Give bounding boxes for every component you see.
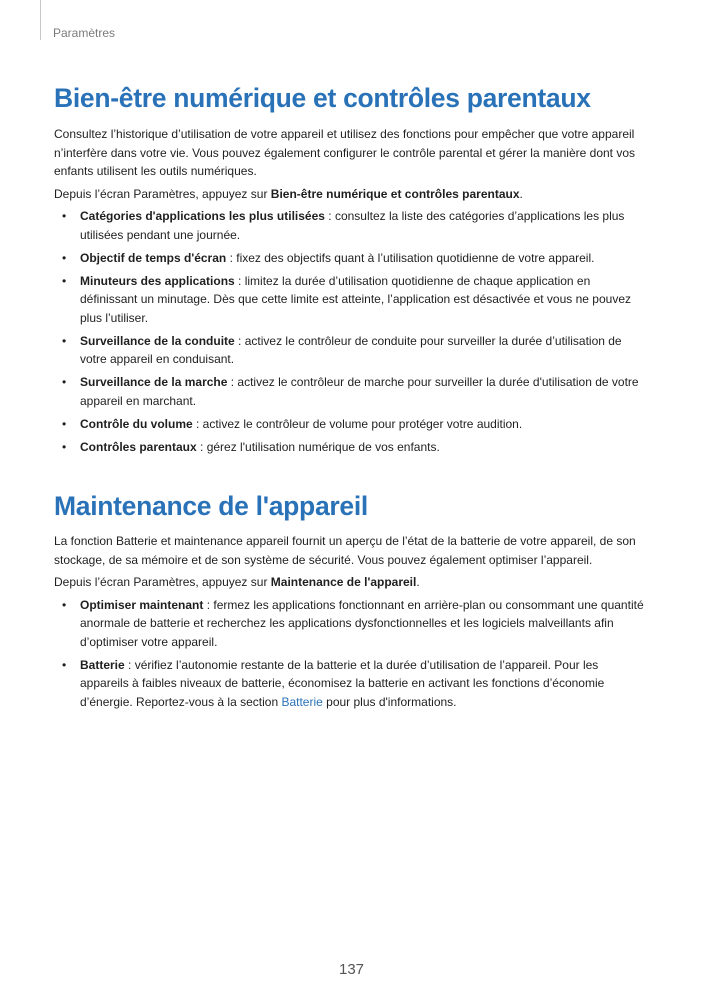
path-prefix: Depuis l’écran Paramètres, appuyez sur: [54, 186, 271, 201]
bullet: •: [62, 597, 67, 612]
feature-list: [54, 207, 644, 456]
section-device-maintenance: [54, 490, 644, 711]
item-description: : consultez la liste des catégories d’applications les plus utilisées pendant une journée.: [80, 209, 625, 242]
bullet: •: [62, 209, 67, 223]
item-description: : gérez l'utilisation numérique de vos enfants.: [196, 439, 440, 454]
item-description: : activez le contrôleur de marche pour surveiller la durée d'utilisation de votre appareil en marchant.: [80, 375, 639, 408]
item-description-suffix: pour plus d'informations.: [322, 694, 457, 709]
item-term: Contrôle du volume: [80, 416, 193, 431]
item-term: Objectif de temps d'écran: [80, 250, 227, 265]
section-intro: Consultez l’historique d’utilisation de votre appareil et utilisez des fonctions pour empêcher que votre appareil n’interfère dans votre vie. Vous pouvez également configurer le contrôle parental et gérer la manière dont vos enfants utilisent les outils numériques.: [54, 127, 636, 178]
bullet: •: [62, 439, 67, 454]
list-item: [54, 415, 644, 434]
list-item: [54, 207, 644, 244]
page-number: 137: [338, 961, 365, 978]
item-term: Surveillance de la marche: [80, 375, 228, 389]
bullet: •: [62, 416, 67, 431]
item-description: : limitez la durée d’utilisation quotidienne de chaque application en définissant un minutage. Dès que cette limite est atteinte, l’application est désactivée et vous ne pouvez plus l’utiliser.: [80, 273, 631, 325]
running-header: Paramètres: [53, 26, 116, 40]
section-title: Bien-être numérique et contrôles parentaux: [54, 83, 591, 113]
battery-section-link[interactable]: Batterie: [281, 694, 323, 709]
list-item: [54, 438, 644, 457]
item-description: : activez le contrôleur de conduite pour surveiller la durée d’utilisation de votre appareil en conduisant.: [80, 333, 622, 366]
item-term: Batterie: [80, 657, 125, 672]
list-item: [54, 332, 644, 369]
bullet: •: [62, 273, 67, 288]
item-description: : vérifiez l’autonomie restante de la batterie et la durée d’utilisation de l’appareil. Pour les appareils à faibles niveaux de batterie, économisez la batterie en activant les fonctions d’économie d’énergie. Reportez-vous à la section: [80, 657, 605, 709]
bullet: •: [62, 333, 67, 348]
list-item: [54, 596, 644, 652]
margin-rule: [40, 0, 41, 40]
page-content: [54, 82, 644, 716]
list-item: [54, 249, 644, 268]
item-term: Surveillance de la conduite: [80, 333, 235, 348]
item-description: : fermez les applications fonctionnant en arrière-plan ou consommant une quantité anormale de batterie et recherchez les applications dysfonctionnelles et les logiciels malveillants afin d’optimiser votre appareil.: [80, 597, 644, 649]
section-digital-wellbeing: [54, 82, 644, 456]
bullet: •: [62, 250, 67, 265]
item-term: Minuteurs des applications: [80, 273, 235, 288]
navigation-path: [54, 185, 644, 204]
bullet: •: [62, 657, 67, 672]
bullet: •: [62, 375, 67, 389]
path-target: Maintenance de l'appareil: [270, 575, 417, 589]
section-title: Maintenance de l'appareil: [54, 491, 368, 521]
section-intro: La fonction Batterie et maintenance appareil fournit un aperçu de l’état de la batterie de votre appareil, de son stockage, de sa mémoire et de son système de sécurité. Vous pouvez également optimiser l’appareil.: [54, 534, 636, 567]
item-term: Contrôles parentaux: [80, 439, 197, 454]
item-description: : activez le contrôleur de volume pour protéger votre audition.: [192, 416, 523, 431]
path-target: Bien-être numérique et contrôles parentaux: [270, 186, 520, 201]
list-item: [54, 373, 644, 410]
item-description: : fixez des objectifs quant à l’utilisation quotidienne de votre appareil.: [226, 250, 595, 265]
path-suffix: .: [519, 186, 523, 201]
navigation-path: [54, 573, 644, 592]
feature-list: [54, 596, 644, 712]
path-prefix: Depuis l’écran Paramètres, appuyez sur: [54, 575, 271, 589]
list-item: [54, 656, 644, 712]
list-item: [54, 272, 644, 328]
item-term: Catégories d'applications les plus utilisées: [80, 209, 325, 223]
path-suffix: .: [416, 575, 420, 589]
item-term: Optimiser maintenant: [80, 597, 204, 612]
